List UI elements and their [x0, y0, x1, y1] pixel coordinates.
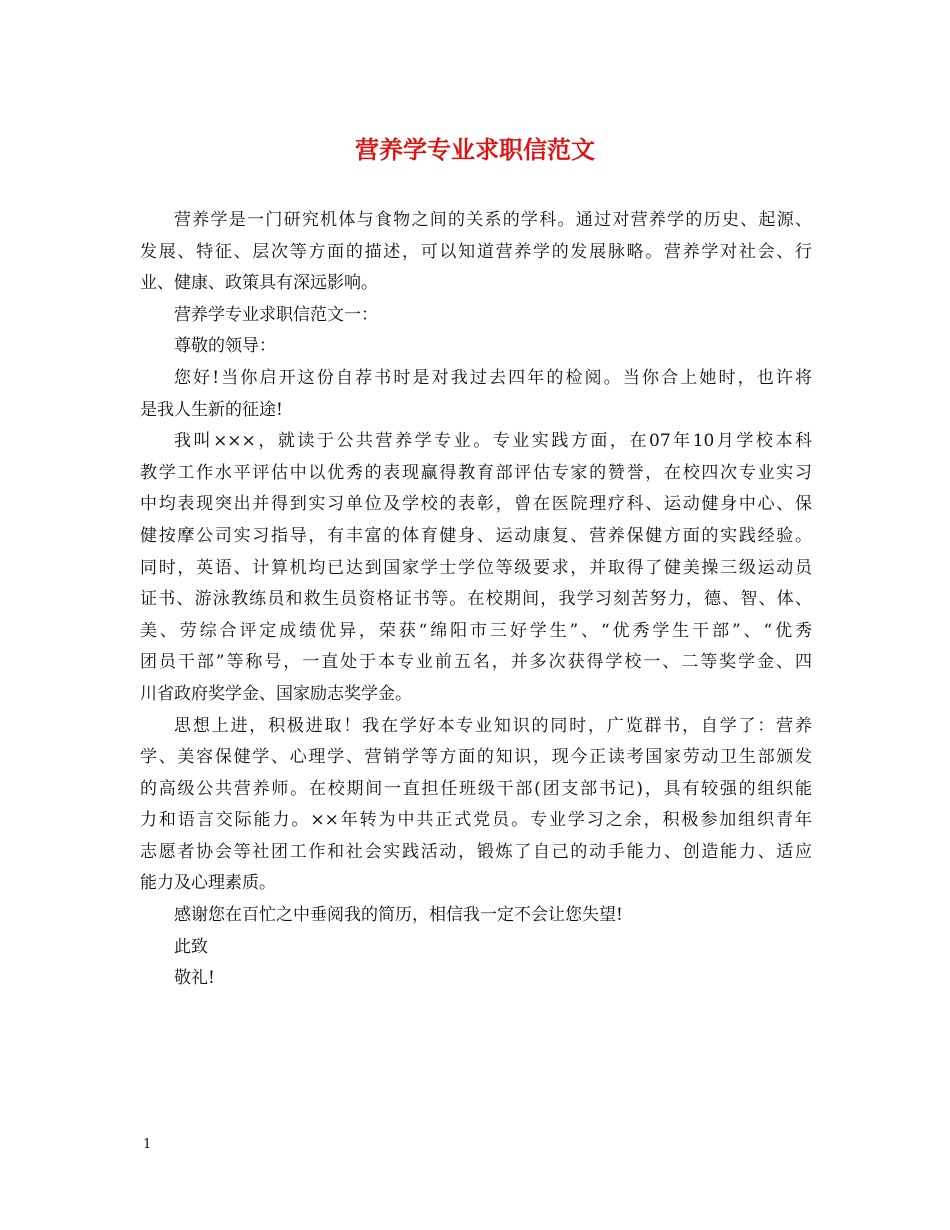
text-line: 敬礼! [174, 968, 215, 989]
text-line: 中均表现突出并得到实习单位及学校的表彰，曾在医院理疗科、运动健身中心、保 [140, 494, 812, 515]
text-line: 尊敬的领导： [174, 336, 276, 357]
paragraph [140, 300, 812, 332]
text-line: 发展、特征、层次等方面的描述，可以知道营养学的发展脉略。营养学对社会、行 [140, 241, 812, 262]
text-line: 能力及心理素质。 [140, 873, 276, 894]
paragraph [140, 363, 812, 426]
text-line: 您好!当你启开这份自荐书时是对我过去四年的检阅。当你合上她时，也许将 [174, 367, 812, 388]
text-line: 此致 [174, 936, 208, 957]
document-body [140, 205, 812, 995]
text-line: 感谢您在百忙之中垂阅我的简历，相信我一定不会让您失望! [174, 905, 623, 926]
text-line: 团员干部”等称号，一直处于本专业前五名，并多次获得学校一、二等奖学金、四 [140, 652, 812, 673]
text-line: 证书、游泳教练员和救生员资格证书等。在校期间，我学习刻苦努力，德、智、体、 [140, 589, 812, 610]
text-line: 川省政府奖学金、国家励志奖学金。 [140, 683, 412, 704]
text-line: 教学工作水平评估中以优秀的表现赢得教育部评估专家的赞誉，在校四次专业实习 [140, 462, 812, 483]
text-line: 志愿者协会等社团工作和社会实践活动，锻炼了自己的动手能力、创造能力、适应 [140, 841, 812, 862]
text-line: 业、健康、政策具有深远影响。 [140, 273, 378, 294]
text-line: 学、美容保健学、心理学、营销学等方面的知识，现今正读考国家劳动卫生部颁发 [140, 747, 812, 768]
text-line: 营养学专业求职信范文一： [174, 304, 378, 325]
text-line: 营养学是一门研究机体与食物之间的关系的学科。通过对营养学的历史、起源、 [174, 210, 812, 230]
text-line: 同时，英语、计算机均已达到国家学士学位等级要求，并取得了健美操三级运动员 [140, 557, 812, 578]
text-line: 的高级公共营养师。在校期间一直担任班级干部(团支部书记)，具有较强的组织能 [140, 778, 812, 799]
paragraph [140, 711, 812, 901]
text-line: 健按摩公司实习指导，有丰富的体育健身、运动康复、营养保健方面的实践经验。 [140, 525, 812, 546]
paragraph [140, 426, 812, 710]
text-line: 是我人生新的征途! [140, 399, 283, 420]
text-line: 力和语言交际能力。××年转为中共正式党员。专业学习之余，积极参加组织青年 [140, 810, 812, 831]
text-line: 美、劳综合评定成绩优异，荣获“绵阳市三好学生”、“优秀学生干部”、“优秀 [140, 620, 812, 641]
paragraph [140, 205, 812, 300]
page-number: 1 [143, 1137, 152, 1152]
paragraph [140, 932, 812, 964]
paragraph [140, 900, 812, 932]
text-line: 我叫×××，就读于公共营养学专业。专业实践方面，在07年10月学校本科 [174, 431, 812, 452]
text-line: 思想上进，积极进取！我在学好本专业知识的同时，广览群书，自学了：营养 [174, 715, 812, 736]
paragraph [140, 331, 812, 363]
document-title: 营养学专业求职信范文 [355, 135, 595, 164]
paragraph [140, 963, 812, 995]
